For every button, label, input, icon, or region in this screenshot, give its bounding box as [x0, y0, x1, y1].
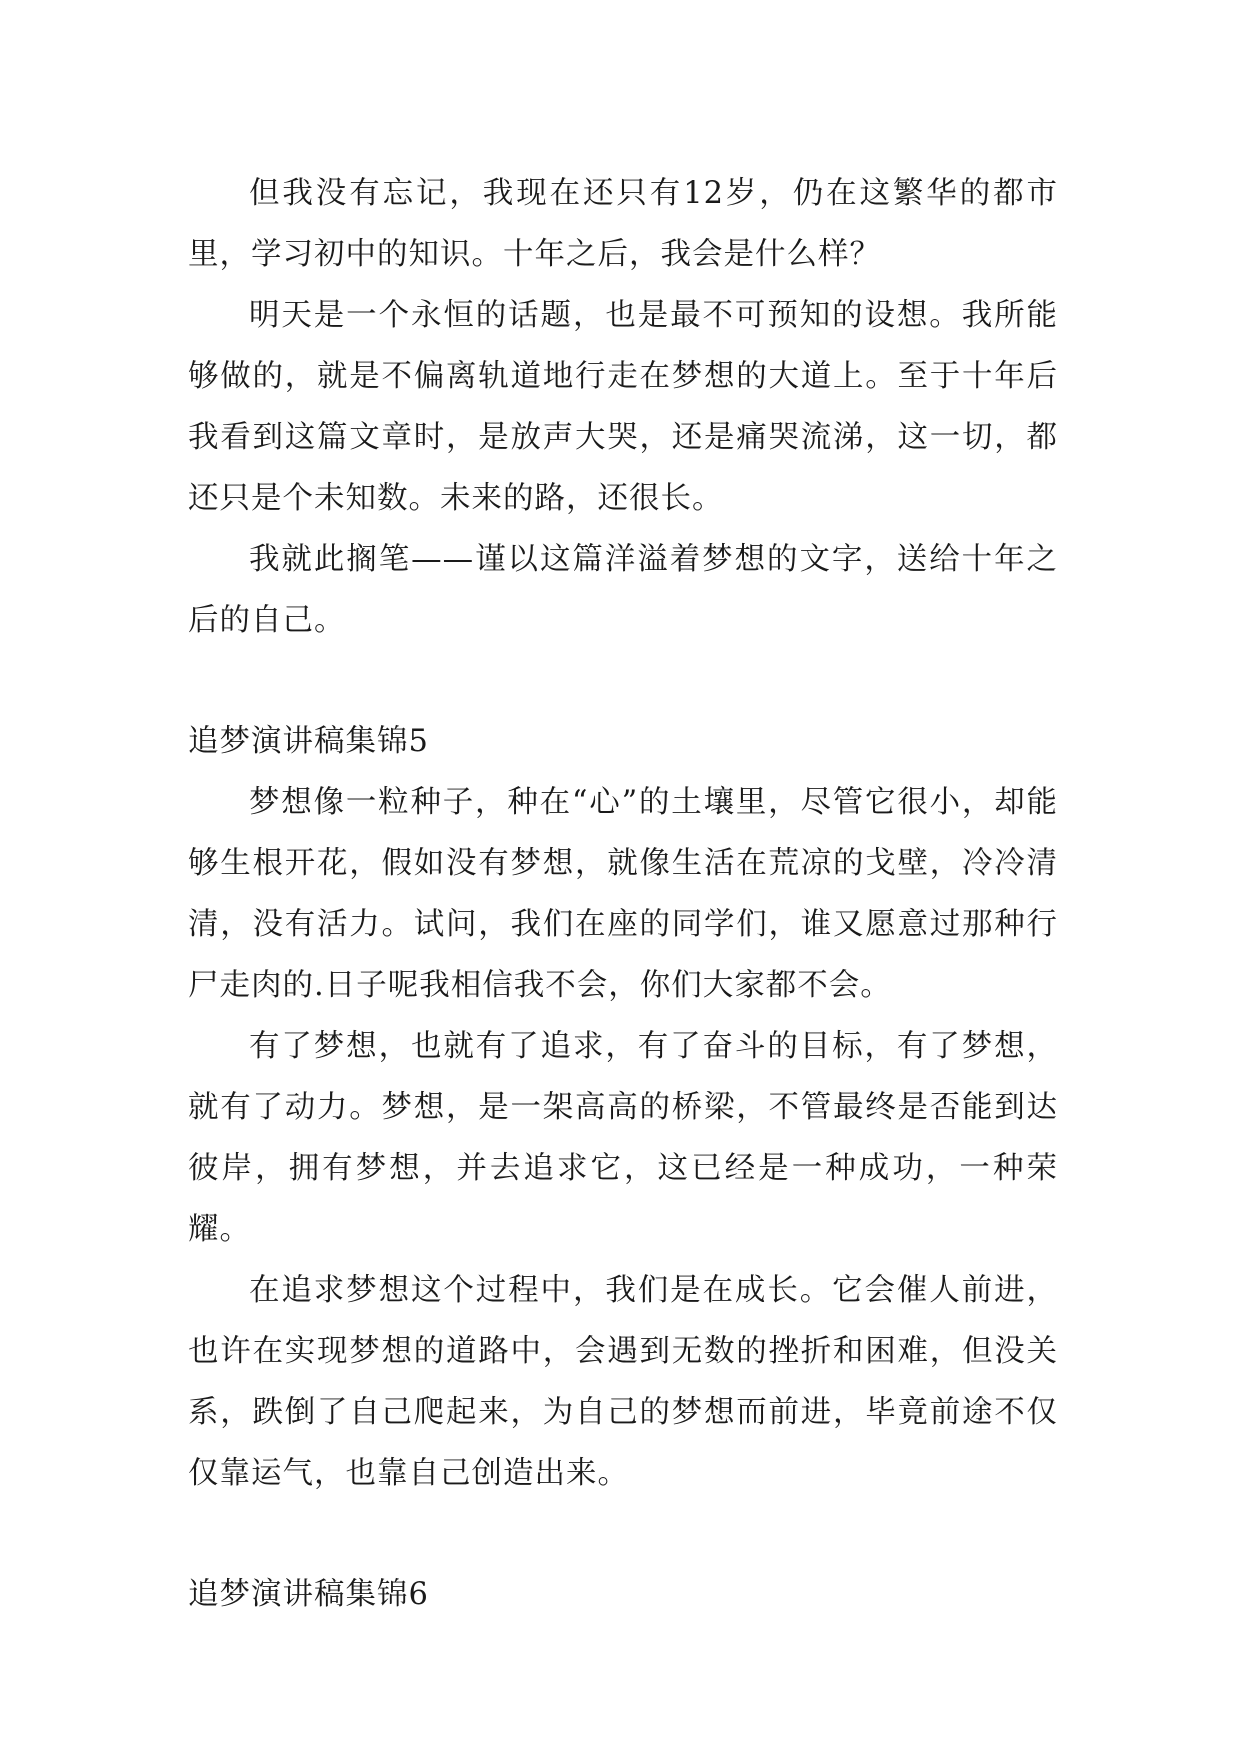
section-gap — [188, 1504, 1058, 1564]
section-heading: 追梦演讲稿集锦6 — [188, 1577, 429, 1612]
paragraph: 明天是一个永恒的话题，也是最不可预知的设想。我所能够做的，就是不偏离轨道地行走在梦想的大道上。至于十年后我看到这篇文章时，是放声大哭，还是痛哭流涕，这一切，都还只是个未知数。未来的路，还很长。 — [188, 298, 1058, 516]
section-gap — [188, 651, 1058, 711]
paragraph: 但我没有忘记，我现在还只有12岁，仍在这繁华的都市里，学习初中的知识。十年之后，我会是什么样？ — [188, 176, 1058, 272]
section-heading: 追梦演讲稿集锦5 — [188, 724, 429, 759]
document-body — [188, 163, 1058, 1625]
paragraph: 有了梦想，也就有了追求，有了奋斗的目标，有了梦想，就有了动力。梦想，是一架高高的桥梁，不管最终是否能到达彼岸，拥有梦想，并去追求它，这已经是一种成功，一种荣耀。 — [188, 1029, 1058, 1247]
paragraph: 梦想像一粒种子，种在“心”的土壤里，尽管它很小，却能够生根开花，假如没有梦想，就像生活在荒凉的戈壁，冷冷清清，没有活力。试问，我们在座的同学们，谁又愿意过那种行尸走肉的.日子呢我相信我不会，你们大家都不会。 — [188, 785, 1058, 1003]
paragraph: 在追求梦想这个过程中，我们是在成长。它会催人前进，也许在实现梦想的道路中，会遇到无数的挫折和困难，但没关系，跌倒了自己爬起来，为自己的梦想而前进，毕竟前途不仅仅靠运气，也靠自己创造出来。 — [188, 1273, 1058, 1491]
paragraph: 我就此搁笔——谨以这篇洋溢着梦想的文字，送给十年之后的自己。 — [188, 542, 1058, 638]
